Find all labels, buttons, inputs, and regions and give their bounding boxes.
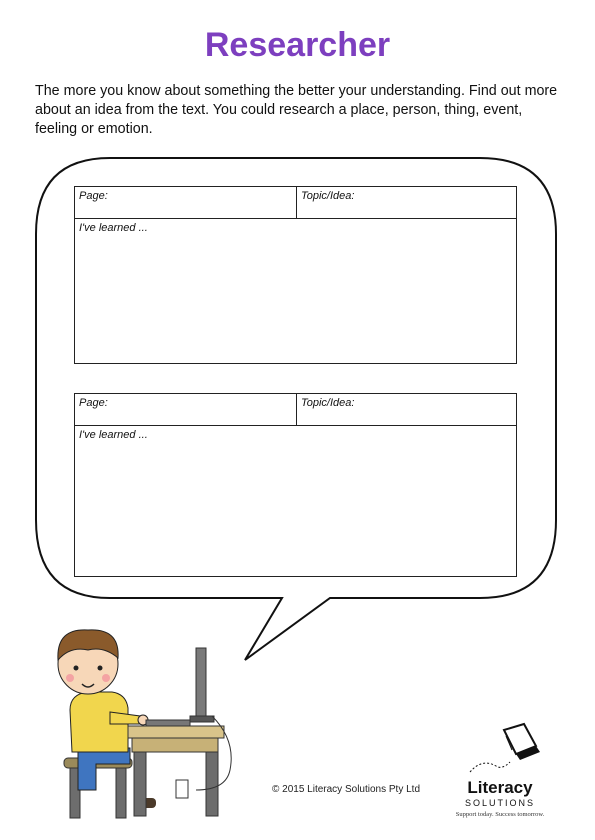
literacy-solutions-logo	[440, 716, 560, 826]
boy-at-computer-illustration	[58, 630, 231, 818]
topic-label: Topic/Idea:	[301, 397, 355, 409]
logo-brand: Literacy	[467, 778, 533, 797]
learned-label: I've learned ...	[79, 429, 148, 441]
logo-tagline: Support today. Success tomorrow.	[455, 811, 545, 818]
intro-paragraph: The more you know about something the better your understanding. Find out more about an idea from the text. You could research a place, person, thing, event, feeling or emotion.	[35, 83, 558, 137]
logo-subtitle: SOLUTIONS	[464, 798, 535, 808]
page-label: Page:	[75, 394, 297, 425]
topic-label: Topic/Idea:	[301, 190, 355, 202]
page-title: Researcher	[204, 26, 391, 64]
page-label: Page:	[75, 187, 297, 218]
research-box-1	[74, 186, 517, 364]
book-icon	[440, 716, 560, 778]
copyright-text: © 2015 Literacy Solutions Pty Ltd	[272, 784, 421, 795]
learned-label: I've learned ...	[79, 222, 148, 234]
research-box-2	[74, 393, 517, 577]
